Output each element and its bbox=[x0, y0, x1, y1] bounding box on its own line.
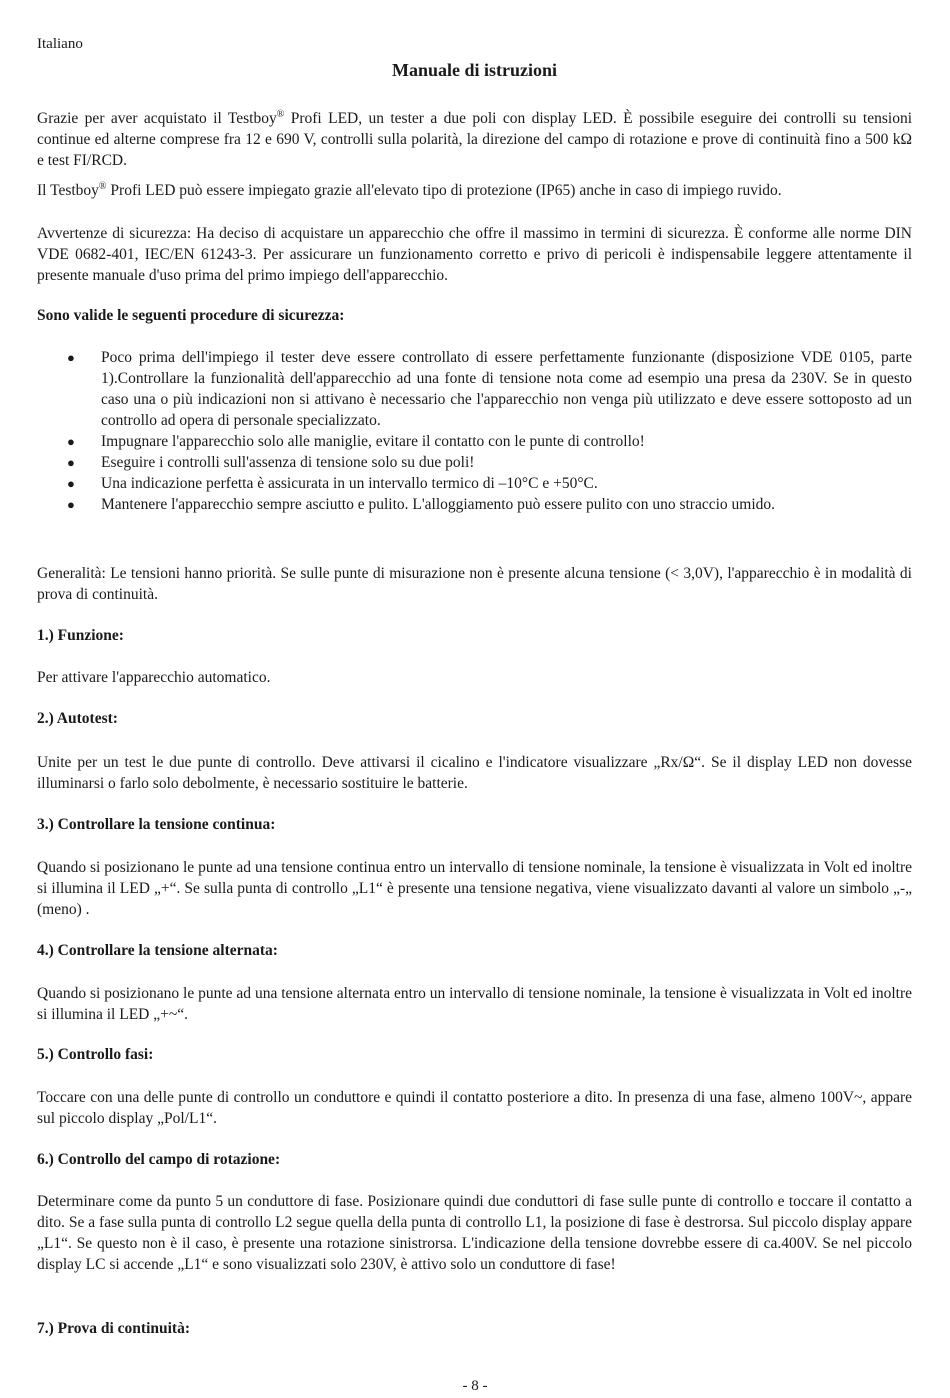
list-item: ● Poco prima dell'impiego il tester deve essere controllato di essere perfettamente funzionante (disposizione VDE 0105, parte 1).Controllare la funzionalità dell'apparecchio ad una fonte di tensione nota come ad esempio una presa da 230V. Se in questo caso una o più indicazioni non si attivano è necessario che l'apparecchio non venga più utilizzato e deve essere sottoposto ad un controllo ad opera di personale specializzato. bbox=[67, 349, 912, 429]
section-heading-7: 7.) Prova di continuità: bbox=[37, 1320, 190, 1337]
general-paragraph: Generalità: Le tensioni hanno priorità. Se sulle punte di misurazione non è presente alcuna tensione (< 3,0V), l'apparecchio è in modalità di prova di continuità. bbox=[37, 565, 912, 603]
bullet-icon: ● bbox=[67, 476, 75, 491]
section-text-6: Determinare come da punto 5 un conduttore di fase. Posizionare quindi due conduttori di fase sulle punte di controllo e toccare il contatto a dito. Se a fase sulla punta di controllo L2 segue quella della punta di controllo L1, la posizione di fase è destrorsa. Sul piccolo display appare „L1“. Se questo non è il caso, è presente una rotazione sinistrorsa. L'indicazione della tensione dovrebbe essere di ca.400V. Se nel piccolo display LC si accende „L1“ e sono visualizzati solo 230V, è attivo solo un conduttore di fase! bbox=[37, 1193, 912, 1273]
section-text-4: Quando si posizionano le punte ad una tensione alternata entro un intervallo di tensione nominale, la tensione è visualizzata in Volt ed inoltre si illumina il LED „+~“. bbox=[37, 985, 912, 1023]
section-heading-5: 5.) Controllo fasi: bbox=[37, 1046, 154, 1063]
list-item: ● Impugnare l'apparecchio solo alle maniglie, evitare il contatto con le punte di controllo! bbox=[67, 433, 645, 450]
language-label: Italiano bbox=[37, 36, 83, 52]
section-text-2: Unite per un test le due punte di controllo. Deve attivarsi il cicalino e l'indicatore visualizzare „Rx/Ω“. Se il display LED non dovesse illuminarsi o farlo solo debolmente, è necessario sostituire le batterie. bbox=[37, 754, 912, 792]
section-heading-1: 1.) Funzione: bbox=[37, 627, 124, 644]
section-heading-4: 4.) Controllare la tensione alternata: bbox=[37, 942, 278, 959]
safety-heading: Sono valide le seguenti procedure di sicurezza: bbox=[37, 307, 345, 324]
page-number: - 8 - bbox=[462, 1378, 488, 1394]
section-text-1: Per attivare l'apparecchio automatico. bbox=[37, 669, 271, 686]
section-heading-6: 6.) Controllo del campo di rotazione: bbox=[37, 1151, 281, 1168]
list-item: ● Una indicazione perfetta è assicurata in un intervallo termico di –10°C e +50°C. bbox=[67, 475, 598, 492]
section-heading-2: 2.) Autotest: bbox=[37, 710, 118, 727]
intro-paragraph-2: Il Testboy® Profi LED può essere impiegato grazie all'elevato tipo di protezione (IP65) anche in caso di impiego ruvido. bbox=[37, 180, 782, 199]
safety-paragraph: Avvertenze di sicurezza: Ha deciso di acquistare un apparecchio che offre il massimo in termini di sicurezza. È conforme alle norme DIN VDE 0682-401, IEC/EN 61243-3. Per assicurare un funzionamento corretto e privo di pericoli è indispensabile leggere attentamente il presente manuale d'uso prima del primo impiego dell'apparecchio. bbox=[37, 225, 912, 284]
section-text-5: Toccare con una delle punte di controllo un conduttore e quindi il contatto posteriore a dito. In presenza di una fase, almeno 100V~, appare sul piccolo display „Pol/L1“. bbox=[37, 1089, 912, 1127]
list-item: ● Mantenere l'apparecchio sempre asciutto e pulito. L'alloggiamento può essere pulito con uno straccio umido. bbox=[67, 496, 776, 513]
list-item: ● Eseguire i controlli sull'assenza di tensione solo su due poli! bbox=[67, 454, 475, 471]
intro-paragraph-1: Grazie per aver acquistato il Testboy® Profi LED, un tester a due poli con display LED. È possibile eseguire dei controlli su tensioni continue ed alterne comprese fra 12 e 690 V, controlli sulla polarità, la direzione del campo di rotazione e prove di continuità fino a 500 kΩ e test FI/RCD. bbox=[37, 108, 912, 169]
bullet-icon: ● bbox=[67, 497, 75, 512]
section-heading-3: 3.) Controllare la tensione continua: bbox=[37, 816, 276, 833]
registered-mark: ® bbox=[98, 180, 107, 192]
bullet-icon: ● bbox=[67, 434, 75, 449]
registered-mark: ® bbox=[276, 108, 285, 120]
section-text-3: Quando si posizionano le punte ad una tensione continua entro un intervallo di tensione nominale, la tensione è visualizzata in Volt ed inoltre si illumina il LED „+“. Se sulla punta di controllo „L1“ è presente una tensione negativa, viene visualizzato davanti al valore un simbolo „-„ (meno) . bbox=[37, 859, 912, 918]
bullet-icon: ● bbox=[67, 350, 75, 365]
bullet-icon: ● bbox=[67, 455, 75, 470]
page-title: Manuale di istruzioni bbox=[391, 60, 557, 80]
safety-bullet-list bbox=[37, 347, 912, 515]
